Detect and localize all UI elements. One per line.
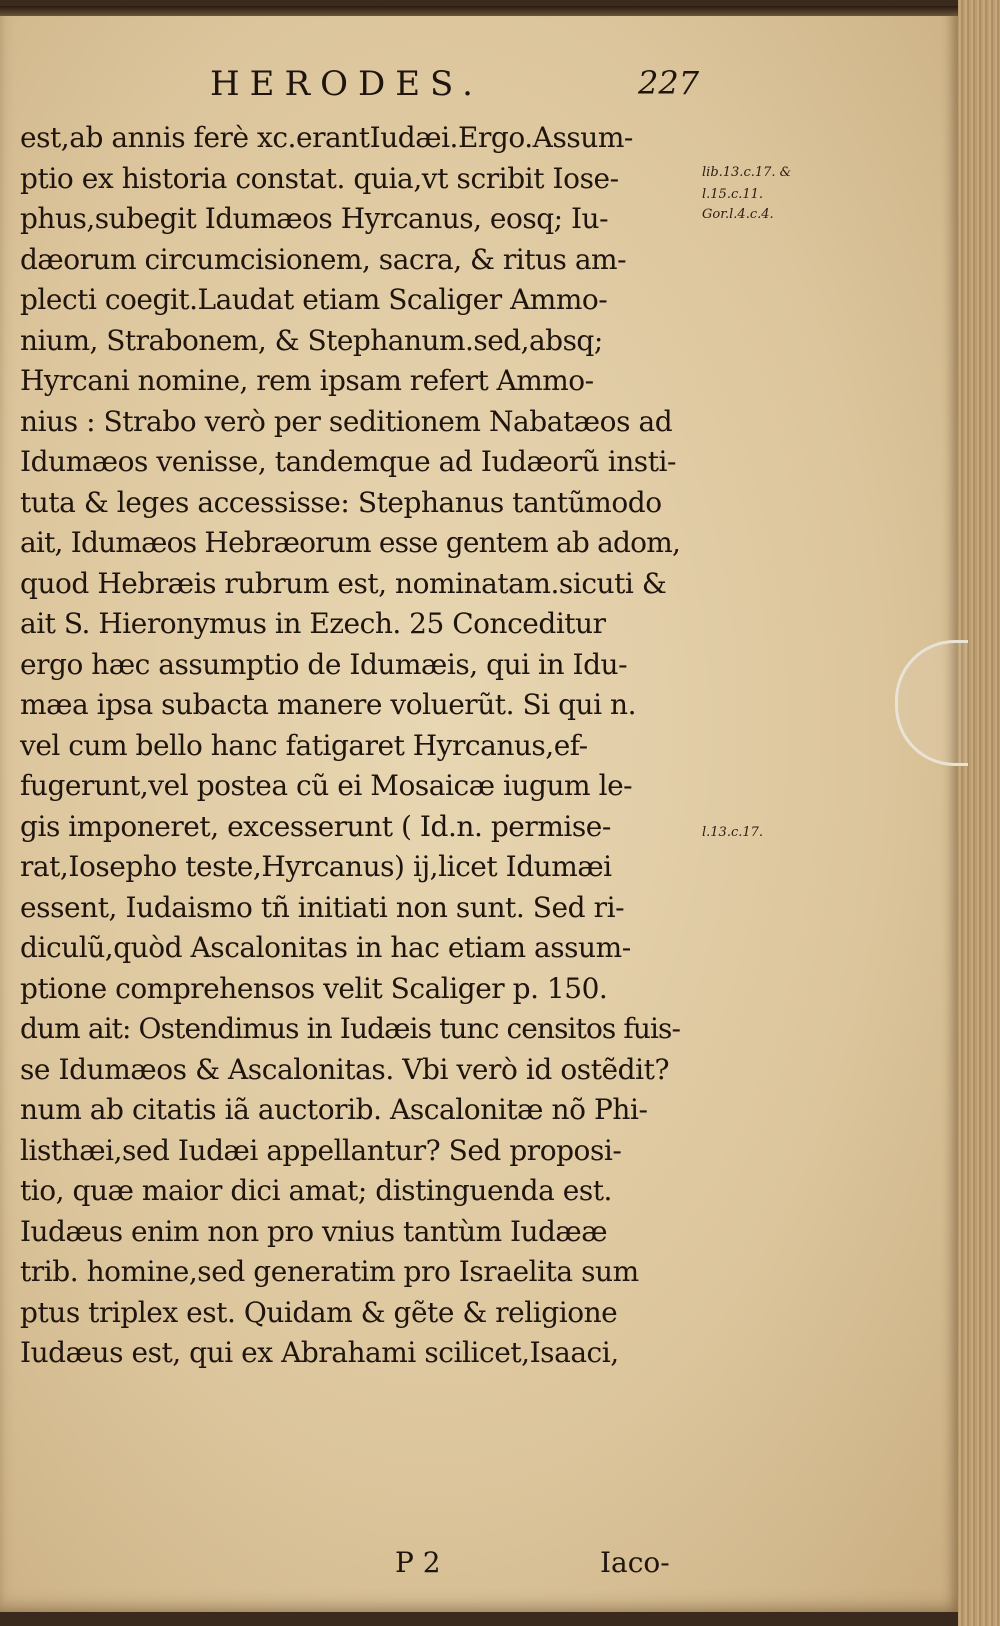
text-line: se Idumæos & Ascalonitas. Vbi verò id ostẽdit? [20,1052,670,1086]
text-line: num ab citatis iã auctorib. Ascalonitæ nõ Phi- [20,1093,648,1126]
text-line: essent, Iudaismo tñ initiati non sunt. Sed ri- [20,890,625,924]
text-line: Iudæus enim non pro vnius tantùm Iudææ [20,1214,608,1248]
catchword: Iaco- [600,1546,670,1579]
running-head: HERODES. [210,64,483,104]
margin-note: l.15.c.11. [702,186,764,202]
page-top-edge [0,6,958,16]
book-page [0,6,958,1612]
margin-note: Gor.l.4.c.4. [702,207,774,223]
text-line: fugerunt,vel postea cũ ei Mosaicæ iugum le- [20,769,633,802]
text-line: ptus triplex est. Quidam & gẽte & religione [20,1295,618,1329]
text-line: ait, Idumæos Hebræorum esse gentem ab adom, [20,526,681,559]
text-line: est,ab annis ferè xc.erantIudæi.Ergo.Assum- [20,121,633,154]
text-line: diculũ,quòd Ascalonitas in hac etiam assum- [20,931,631,964]
text-line: ergo hæc assumptio de Idumæis, qui in Idu- [20,647,628,681]
text-line: ait S. Hieronymus in Ezech. 25 Conceditur [20,607,606,640]
text-line: phus,subegit Idumæos Hyrcanus, eosq; Iu- [20,202,609,235]
body-text [20,118,700,1374]
text-line: dum ait: Ostendimus in Iudæis tunc censitos fuis- [20,1012,681,1045]
text-line: tuta & leges accessisse: Stephanus tantũmodo [20,485,662,519]
text-line: nium, Strabonem, & Stephanum.sed,absq; [20,323,603,357]
text-line: rat,Iosepho teste,Hyrcanus) ij,licet Idumæi [20,850,612,883]
page-header [0,64,958,108]
page-footer [0,1546,958,1586]
page-number: 227 [638,64,700,102]
text-line: gis imponeret, excesserunt ( Id.n. permise- [20,809,611,843]
page-edges [958,0,1000,1626]
text-line: Iudæus est, qui ex Abrahami scilicet,Isaaci, [20,1336,619,1369]
margin-note: lib.13.c.17. & [702,164,792,180]
text-line: nius : Strabo verò per seditionem Nabatæos ad [20,404,673,438]
text-line: listhæi,sed Iudæi appellantur? Sed proposi- [20,1133,622,1167]
text-line: mæa ipsa subacta manere voluerũt. Si qui n. [20,688,637,721]
text-line: ptio ex historia constat. quia,vt scribit Iose- [20,161,619,195]
text-line: quod Hebræis rubrum est, nominatam.sicuti & [20,566,667,600]
text-line: plecti coegit.Laudat etiam Scaliger Ammo- [20,283,608,316]
text-line: vel cum bello hanc fatigaret Hyrcanus,ef- [20,728,588,762]
text-line: Hyrcani nomine, rem ipsam refert Ammo- [20,364,594,397]
text-line: tio, quæ maior dici amat; distinguenda est. [20,1174,612,1207]
text-line: ptione comprehensos velit Scaliger p. 150. [20,971,608,1005]
text-line: trib. homine,sed generatim pro Israelita sum [20,1255,639,1288]
signature-mark: P 2 [395,1546,441,1579]
text-line: dæorum circumcisionem, sacra, & ritus am- [20,242,627,276]
margin-note: l.13.c.17. [702,824,764,840]
text-line: Idumæos venisse, tandemque ad Iudæorũ insti- [20,445,677,478]
